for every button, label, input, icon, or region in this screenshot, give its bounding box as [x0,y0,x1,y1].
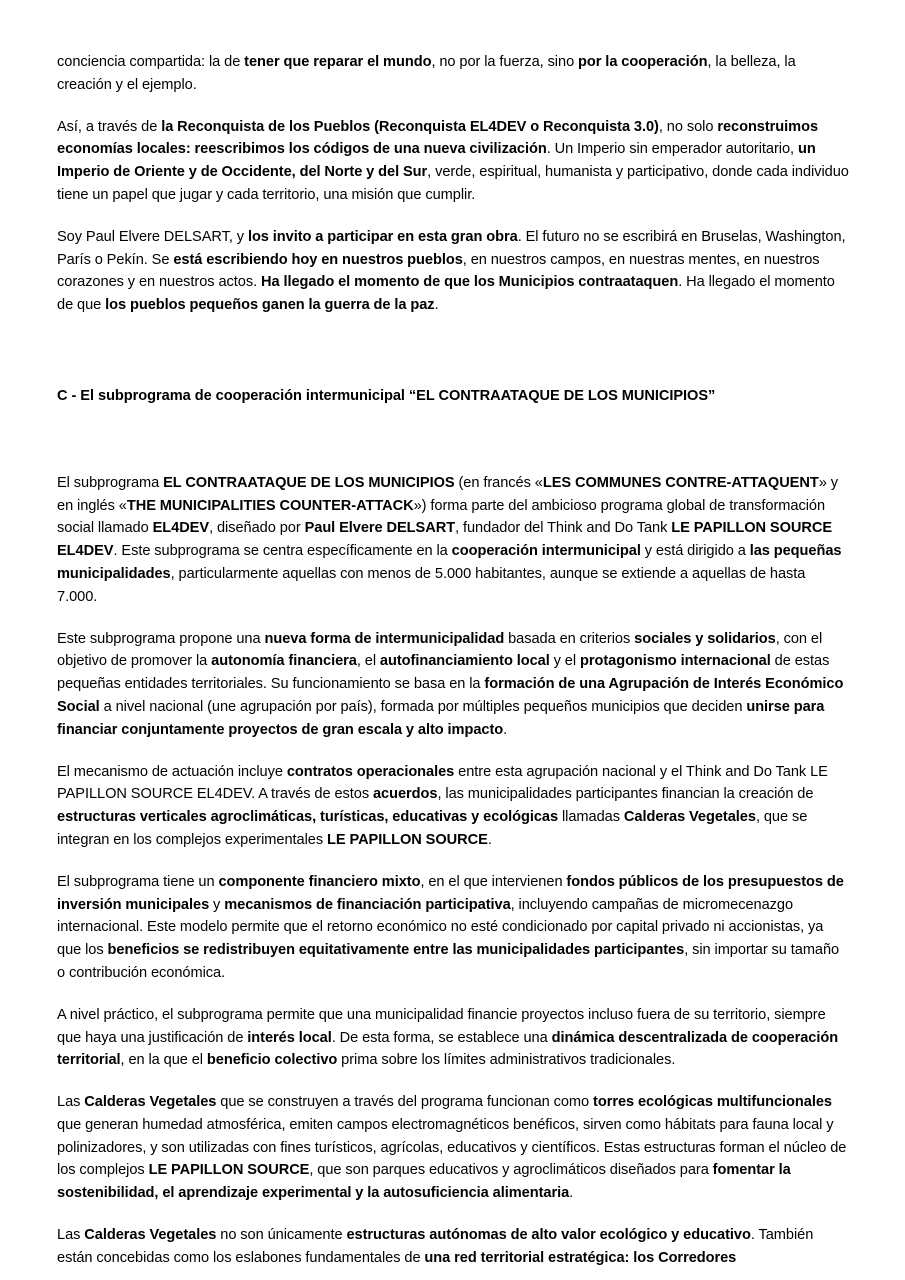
body-text: . [487,831,492,848]
emphasis-text: mecanismos de financiación participativa [224,896,511,913]
body-text: , sin importar su tamaño o contribución económica. [57,942,840,981]
body-text: , no solo [658,118,718,135]
emphasis-text: dinámica descentralizada de cooperación territorial [57,1029,839,1069]
body-text: prima sobre los límites administrativos tradicionales. [337,1052,676,1069]
paragraph [57,472,849,609]
body-text: a nivel nacional (une agrupación por país), formada por múltiples pequeños municipios que deciden [99,698,747,715]
emphasis-text: autofinanciamiento local [379,653,550,670]
emphasis-text: un Imperio de Oriente y de Occidente, del Norte y del Sur [57,141,816,181]
emphasis-text: estructuras autónomas de alto valor ecológico y educativo [346,1227,751,1244]
paragraph [57,1224,849,1270]
emphasis-text: acuerdos [372,786,438,803]
body-text: El mecanismo de actuación incluye [57,763,287,780]
body-text: El subprograma [57,474,164,491]
emphasis-text: Calderas Vegetales [84,1094,217,1111]
emphasis-text: fomentar la sostenibilidad, el aprendizaje experimental y la autosuficiencia alimentaria [57,1162,791,1202]
emphasis-text: la Reconquista de los Pueblos (Reconquista EL4DEV o Reconquista 3.0) [161,118,659,135]
body-text: , en la que el [120,1052,207,1069]
emphasis-text: LE PAPILLON SOURCE [327,831,488,848]
emphasis-text: reconstruimos economías locales: reescribimos los códigos de una nueva civilización [57,118,819,158]
emphasis-text: las pequeñas municipalidades [57,543,842,582]
emphasis-text: sociales y solidarios [634,630,776,647]
body-text: El subprograma tiene un [57,873,219,890]
section-heading: C - El subprograma de cooperación intermunicipal “EL CONTRAATAQUE DE LOS MUNICIPIOS” [57,387,716,404]
body-text: . [503,721,508,738]
paragraph [57,1091,849,1205]
paragraph [57,628,849,742]
document-body [57,51,849,1270]
body-text: » y en inglés « [57,474,838,514]
body-text: , con el objetivo de promover la [57,630,823,670]
emphasis-text: formación de una Agrupación de Interés Económico Social [57,676,844,715]
emphasis-text: EL4DEV [152,520,210,537]
emphasis-text: Calderas Vegetales [623,809,756,826]
body-text: , en el que intervienen [420,873,567,890]
emphasis-text: por la cooperación [578,54,708,70]
body-text: y está dirigido a [640,543,750,560]
body-text: y [209,896,225,913]
body-text: , las municipalidades participantes financian la creación de [437,786,814,803]
body-text: . El futuro no se escribirá en Bruselas, Washington, París o Pekín. Se [57,228,846,268]
emphasis-text: nueva forma de intermunicipalidad [264,630,505,647]
emphasis-text: tener que reparar el mundo [244,54,432,70]
paragraph [57,871,849,985]
body-text: , fundador del Think and Do Tank [455,520,672,537]
emphasis-text: estructuras verticales agroclimáticas, turísticas, educativas y ecológicas [57,809,559,826]
emphasis-text: contratos operacionales [286,763,455,780]
body-text: Este subprograma propone una [57,630,265,647]
body-text: Las [57,1227,85,1244]
body-text: , que se integran en los complejos experimentales [57,809,808,848]
body-text: (en francés « [454,474,543,491]
body-text: . También están concebidas como los eslabones fundamentales de [57,1227,814,1266]
paragraph [57,1004,849,1072]
body-text: , que son parques educativos y agroclimáticos diseñados para [309,1162,713,1179]
body-text: . De esta forma, se establece una [331,1029,552,1046]
emphasis-text: torres ecológicas multifuncionales [593,1094,832,1111]
emphasis-text: cooperación intermunicipal [451,543,641,560]
paragraph [57,116,849,207]
body-text: basada en criterios [504,630,635,647]
emphasis-text: LES COMMUNES CONTRE-ATTAQUENT [542,474,819,491]
body-text: , diseñado por [209,520,305,537]
emphasis-text: autonomía financiera [211,653,357,670]
emphasis-text: componente financiero mixto [218,873,421,890]
body-text: Así, a través de [57,118,162,135]
body-text: , la belleza, la creación y el ejemplo. [57,54,796,93]
paragraph [57,226,849,317]
emphasis-text: unirse para financiar conjuntamente proyectos de gran escala y alto impacto [57,698,825,738]
body-text: que generan humedad atmosférica, emiten campos electromagnéticos benéficos, sirven como hábitats para fauna local y polinizadores, y son utilizadas con fines turísticos, agrícolas, educativos y científicos. Estas estructuras forman el núcleo de los complejos [57,1116,847,1179]
body-text: , el [356,653,380,670]
body-text: . [434,297,439,314]
emphasis-text: Ha llegado el momento de que los Municipios contraataquen [261,274,679,291]
body-text: . [569,1185,574,1202]
body-text: no son únicamente [216,1227,347,1244]
body-text: de estas pequeñas entidades territoriales. Su funcionamiento se basa en la [57,653,830,693]
emphasis-text: una red territorial estratégica: los Corredores [424,1249,737,1266]
body-text: A nivel práctico, el subprograma permite que una municipalidad financie proyectos incluso fuera de su territorio, siempre que haya una justificación de [57,1006,826,1046]
emphasis-text: interés local [247,1029,332,1046]
emphasis-text: los invito a participar en esta gran obra [247,228,518,245]
emphasis-text: los pueblos pequeños ganen la guerra de la paz [105,297,435,314]
body-text: ») forma parte del ambicioso programa global de transformación social llamado [57,497,826,537]
emphasis-text: THE MUNICIPALITIES COUNTER-ATTACK [126,497,414,514]
body-text: llamadas [558,809,624,826]
emphasis-text: Calderas Vegetales [84,1227,217,1244]
body-text: que se construyen a través del programa funcionan como [216,1094,594,1111]
emphasis-text: fondos públicos de los presupuestos de inversión municipales [57,873,844,913]
body-text: , particularmente aquellas con menos de 5.000 habitantes, aunque se extiende a aquellas de hasta 7.000. [57,565,806,605]
body-text: , verde, espiritual, humanista y participativo, donde cada individuo tiene un papel que jugar y cada territorio, una misión que cumplir. [57,164,849,203]
body-text: , no por la fuerza, sino [431,54,579,70]
emphasis-text: beneficios se redistribuyen equitativamente entre las municipalidades participantes [107,942,685,959]
emphasis-text: beneficio colectivo [206,1052,338,1069]
emphasis-text: EL CONTRAATAQUE DE LOS MUNICIPIOS [163,474,455,491]
body-text: conciencia compartida: la de [57,54,245,70]
body-text: Soy Paul Elvere DELSART, y [57,228,248,245]
emphasis-text: Paul Elvere DELSART [304,520,456,537]
body-text: . Un Imperio sin emperador autoritario, [546,141,798,158]
paragraph [57,761,849,852]
emphasis-text: LE PAPILLON SOURCE EL4DEV [57,520,833,560]
emphasis-text: protagonismo internacional [579,653,771,670]
body-text: , en nuestros campos, en nuestras mentes, en nuestros corazones y en nuestros actos. [57,251,820,291]
body-text: Las [57,1094,85,1111]
body-text: y el [549,653,580,670]
body-text: . Este subprograma se centra específicamente en la [113,543,452,560]
emphasis-text: está escribiendo hoy en nuestros pueblos [173,251,463,268]
body-text: entre esta agrupación nacional y el Think and Do Tank LE PAPILLON SOURCE EL4DEV. A través de estos [57,763,828,803]
body-text: . Ha llegado el momento de que [57,274,835,314]
emphasis-text: LE PAPILLON SOURCE [148,1162,310,1179]
body-text: , incluyendo campañas de micromecenazgo internacional. Este modelo permite que el retorno económico no esté condicionado por capital privado ni accionistas, ya que los [57,896,824,959]
paragraph [57,51,849,97]
